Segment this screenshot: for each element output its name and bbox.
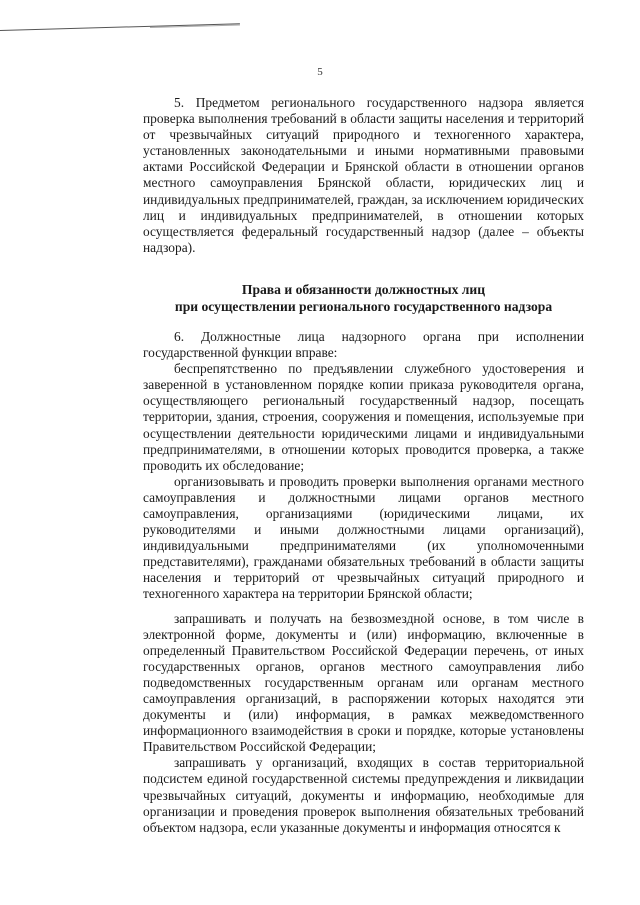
section-heading-line2: при осуществлении регионального государственного надзора: [174, 298, 553, 314]
right-item-2: организовывать и проводить проверки выполнения органами местного самоуправления и должностными лицами органов местного самоуправления, организациями (юридическими лицами, их руководителями и иными должностными лицами организаций), индивидуальными предпринимателями (их уполномоченными представителями), гражданами обязательных требований в области защиты населения и территорий от чрезвычайных ситуаций природного и техногенного характера на территории Брянской области;: [143, 473, 584, 602]
page-number: 5: [317, 66, 323, 78]
right-item-3: запрашивать и получать на безвозмездной основе, в том числе в электронной форме, документы и (или) информацию, включенные в определенный Правительством Российской Федерации перечень, от иных государственных органов, органов местного самоуправления либо подведомственных государственным органам или органам местного самоуправления организаций, в распоряжении которых находятся эти документы и (или) информация, в рамках межведомственного информационного взаимодействия в сроки и порядке, которые установлены Правительством Российской Федерации;: [143, 610, 584, 755]
right-item-1: беспрепятственно по предъявлении служебного удостоверения и заверенной в установленном порядке копии приказа руководителя органа, осуществляющего региональный государственный надзор, посещать территории, здания, строения, сооружения и помещения, используемые при осуществлении деятельности юридическими лицами и индивидуальными предпринимателями, в отношении которых проводится проверка, а также проводить их обследование;: [143, 361, 584, 473]
scan-artifact-line: [0, 23, 240, 31]
paragraph-6-intro: 6. Должностные лица надзорного органа при исполнении государственной функции вправе:: [143, 328, 584, 361]
section-heading: [143, 281, 584, 315]
paragraph-5: 5. Предметом регионального государственного надзора является проверка выполнения требований в области защиты населения и территорий от чрезвычайных ситуаций природного и техногенного характера, установленных законодательными и иными нормативными правовыми актами Российской Федерации и Брянской области в отношении органов местного самоуправления Брянской области, юридических лиц и индивидуальных предпринимателей, граждан, за исключением юридических лиц и индивидуальных предпринимателей, в отношении которых осуществляется федеральный государственный надзор (далее – объекты надзора).: [143, 95, 584, 255]
document-body: [143, 95, 584, 836]
right-item-4: запрашивать у организаций, входящих в состав территориальной подсистем единой государственной системы предупреждения и ликвидации чрезвычайных ситуаций, документы и информацию, необходимые для организации и проведения проверок выполнения обязательных требований объектом надзора, если указанные документы и информация относятся к: [143, 755, 584, 835]
section-heading-line1: Права и обязанности должностных лиц: [241, 281, 486, 297]
